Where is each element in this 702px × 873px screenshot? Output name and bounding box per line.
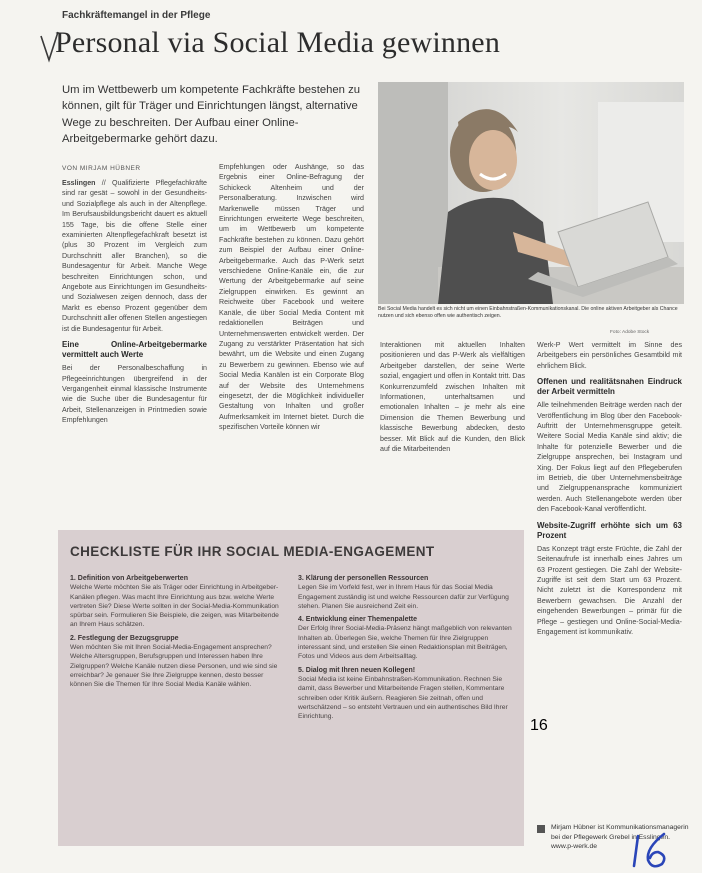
- article-photo: [378, 82, 684, 304]
- photo-caption: Bei Social Media handelt es sich nicht um einen Einbahnstraßen-Kommunikationskanal. Die online aktiven Arbeitgeber als Chance nutzen und sich ebenso offen wie authentisch zeigen.: [378, 306, 678, 320]
- subheading-online-brand: Eine Online-Arbeitgebermarke vermittelt auch Werte: [62, 340, 207, 360]
- subheading-realistic-impression: Offenen und realitätsnahen Eindruck der Arbeit vermitteln: [537, 377, 682, 397]
- checklist-title: CHECKLISTE FÜR IHR SOCIAL MEDIA-ENGAGEMENT: [70, 544, 435, 559]
- checklist-item-3-text: Legen Sie im Vorfeld fest, wer in Ihrem Haus für das Social Media Engagement zuständig ist und welche Ressourcen dafür zur Verfügung stehen. Planen Sie ausreichend Zeit ein.: [298, 584, 509, 610]
- column-4-text: Werk-P Wert vermittelt im Sinne des Arbeitgebers ein persönliches Gesamtbild mit ehrlichem Blick.: [537, 341, 682, 370]
- column-2-text: Empfehlungen oder Aushänge, so das Ergebnis einer Online-Befragung der Schickeck Altenheim und der Personalberatung. Inzwischen wird Markenwelle müssen Träger und Einrichtungen erweiterte Wege beschreiten, um im Wettbewerb um kompetente Fachkräfte bestehen zu können. Dazu gehört zum Beispiel der Aufbau einer Online-Arbeitgebermarke. Auch das P-Werk setzt verschiedene Online-Kanäle ein, die zur Wertung der Arbeitgebermarke auf seine Zielgruppen einwirken. Es gewinnt an Reichweite über Facebook und weitere Kanäle, die über Social Media Content mit redaktionellen Beiträgen und Unternehmenswerten entwickelt werden. Der Zugang zu verstärkter Präsentation hat sich bewährt, um die Website und einen Zugang zu Bewerbern zu gewinnen. Ebenso wie auf Social Media Kanälen ist ein Corporate Blog auf der Website des Unternehmens eingesetzt, der die Möglichkeit individueller Gestaltung von Inhalten und großer Aufmerksamkeit im Internet bietet. Durch die spezifischen Vorteile können wir: [219, 163, 364, 432]
- checklist-item-5-text: Social Media ist keine Einbahnstraßen-Kommunikation. Rechnen Sie damit, dass Bewerber und Mitarbeitende Fragen stellen, Kommentare schreiben oder Kritik äußern. Reagieren Sie zeitnah, offen und wertschätzend – so entsteht Vertrauen und ein authentisches Bild Ihrer Einrichtung.: [298, 675, 508, 721]
- checklist-item-2-title: 2. Festlegung der Bezugsgruppe: [70, 634, 179, 642]
- article-column-3: [380, 340, 525, 498]
- author-square-icon: [537, 825, 545, 833]
- column-4-text-2: Alle teilnehmenden Beiträge werden nach der Veröffentlichung im Blog über den Facebook-Auftritt der Unternehmensgruppe geteilt. Weitere Social Media Kanäle sind aktiv; die Inhalte für potenzielle Bewerber und die Zielgruppe ansprechen, bei Instagram und Xing. Der Fokus liegt auf den Pflegeberufen im Betrieb, die über Unternehmensbeiträge und Zielgruppenansprache kommuniziert werden. Auch Stellenangebote werden über den Facebook-Kanal veröffentlicht.: [537, 401, 682, 514]
- column-3-text: Interaktionen mit aktuellen Inhalten positionieren und das P-Werk als vielfältigen Arbeitgeber darstellen, der seine Werte sozial, engagiert und offen in Kontakt tritt. Das Konkurrenzumfeld zwischen Inhalten mit Informationen, unterhaltsamen und emotionalen Inhalten – je mehr als eine Dimension die Themen Bewerbung und klassische Bewerbung abdecken, desto besser. Mit Blick auf die Kunden, den Blick auf die Mitarbeitenden: [380, 341, 525, 454]
- article-column-2: [219, 162, 364, 498]
- page-number-text: 16: [530, 717, 548, 734]
- checklist-item-3-title: 3. Klärung der personellen Ressourcen: [298, 575, 429, 582]
- checklist-item-1-text: Welche Werte möchten Sie als Träger oder Einrichtung in Arbeitgeber-Kanälen pflegen. Was macht Ihre Einrichtung aus bzw. welche Werte vertreten Sie? Diese Werte sollten in der Social-Media-Kommunikation spürbar sein. Formulieren Sie Beispiele, die zeigen, was Mitarbeitende an Ihrem Haus schätzen.: [70, 584, 279, 629]
- checklist-left-column: [70, 570, 286, 842]
- author-text: Mirjam Hübner ist Kommunikationsmanagerin bei der Pflegewerk Grebel in Esslingen. www.p-werk.de: [551, 824, 689, 851]
- article-column-1: [62, 178, 207, 498]
- checklist-item-4-title: 4. Entwicklung einer Themenpalette: [298, 616, 418, 624]
- woman-with-laptop-image: [378, 82, 684, 304]
- article-byline: VON MIRJAM HÜBNER: [62, 165, 141, 172]
- column-1-text: // Qualifizierte Pflegefachkräfte sind rar gesät – sowohl in der Gesundheits- und Sozialpflege als auch in der Altenpflege. Im Berufsausbildungsbericht dauert es aktuell 155 Tage, bis die offene Stelle einer examinierten Altenpflegefachkraft besetzt ist (plus 30 Prozent im Vergleich zum Durchschnitt aller Branchen), so die Bundesagentur für Arbeit. Manche Wege beschreiten Einrichtungen schon, und Angebote aus Einrichtungen im Gesundheits- und Sozialwesen zeigen dennoch, dass der Markt es ebenso Prozent gegenüber dem Durchschnitt aller offenen Stellen angestiegen ist die Bundesagentur für Arbeit.: [62, 179, 207, 333]
- checklist-item-2-text: Wen möchten Sie mit Ihren Social-Media-Engagement ansprechen? Welche Altersgruppen, Berufsgruppen und Interessen haben Ihre Zielgruppen? Welche Kanäle nutzen diese Personen, und wie sind sie erreichbar? Je genauer Sie Ihre Zielgruppe kennen, desto besser können Sie die Themen für Ihre Social Media Kanäle wählen.: [70, 644, 278, 689]
- checklist-right-column: [298, 570, 512, 842]
- checklist-item-1-title: 1. Definition von Arbeitgeberwerten: [70, 575, 188, 582]
- checklist-item-4-text: Der Erfolg Ihrer Social-Media-Präsenz hängt maßgeblich von relevanten Inhalten ab. Überlegen Sie, welche Themen für Ihre Zielgruppen interessant sind, und erstellen Sie einen Redaktionsplan mit Beiträgen, Fotos und Videos aus dem Arbeitsalltag.: [298, 625, 512, 661]
- subheading-website-access: Website-Zugriff erhöhte sich um 63 Prozent: [537, 520, 682, 540]
- article-kicker: Fachkräftemangel in der Pflege: [62, 10, 211, 21]
- dateline: Esslingen: [62, 179, 96, 187]
- article-lead: Um im Wettbewerb um kompetente Fachkräfte bestehen zu können, gilt für Träger und Einrichtungen längst, alternative Wege zu beschreiten. Der Aufbau einer Online-Arbeitgebermarke gehört dazu.: [62, 84, 361, 145]
- article-headline: Personal via Social Media gewinnen: [55, 26, 501, 59]
- column-1-text-2: Bei der Personalbeschaffung in Pflegeeinrichtungen übergreifend in der Vergangenheit einmal klassische Instrumente wie die Suche über die Bundesagentur für Arbeit, Stellenanzeigen in Printmedien sowie Empfehlungen: [62, 364, 207, 425]
- column-4-text-3: Das Konzept trägt erste Früchte, die Zahl der Seitenaufrufe ist innerhalb eines Jahres um 63 Prozent gestiegen. Die Zahl der Website-Zugriffe ist seit dem Start um 63 Prozent. Nicht zuletzt ist die Korrespondenz mit Bewerbern gewachsen. Die Anzahl der eingehenden Bewerbungen – primär für die Pflege – gestiegen und Online-Social-Media-Engagement ist kommunikativ.: [537, 544, 682, 636]
- article-column-4: [537, 340, 682, 860]
- photo-credit: Foto: Adobe Stock: [610, 330, 650, 335]
- checklist-box: [58, 530, 524, 846]
- checklist-item-5-title: 5. Dialog mit Ihren neuen Kollegen!: [298, 666, 416, 674]
